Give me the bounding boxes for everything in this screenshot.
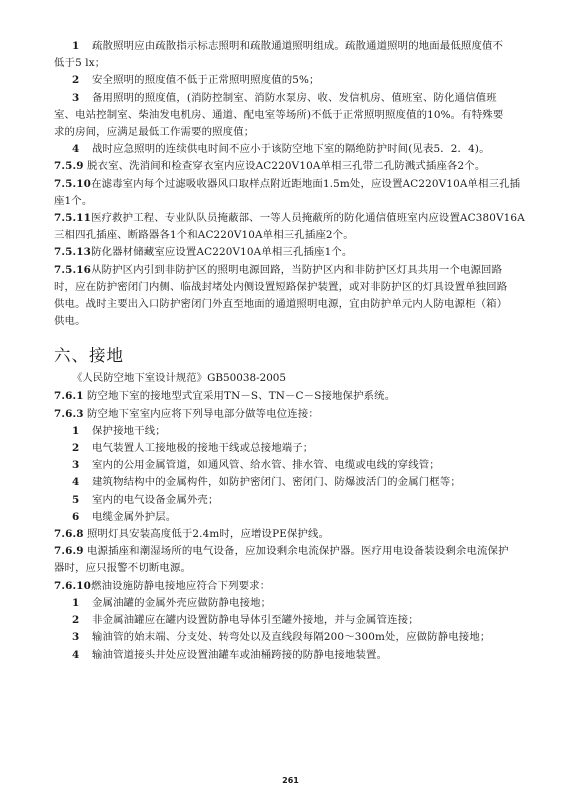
line-text: 防化器材储藏室应设置AC220V10A单相三孔插座1个。	[91, 246, 353, 259]
line-text: 时，应在防护密闭门内侧、临战封堵处内侧设置短路保护装置，或对非防护区的灯具设置单独回路	[54, 280, 508, 293]
line-text: 输油管道接头井处应设置油罐车或油桶跨接的防静电接地装置。	[92, 648, 388, 661]
text-line	[54, 647, 532, 664]
text-line	[54, 38, 532, 55]
text-line	[54, 457, 532, 474]
clause-number: 7.6.10	[54, 579, 92, 592]
clause-number: 7.6.8	[54, 528, 84, 541]
text-line	[54, 279, 532, 296]
text-line	[54, 612, 532, 629]
clause-number: 7.6.1	[54, 390, 84, 403]
standard-reference: 《人民防空地下室设计规范》GB50038-2005	[72, 372, 287, 385]
text-line	[54, 526, 532, 543]
text-line	[54, 158, 532, 175]
line-text: 医疗救护工程、专业队队员掩蔽部、一等人员掩蔽所的防化通信值班室内应设置AC380V16A	[91, 212, 525, 225]
line-text: 防空地下室室内应将下列导电部分做等电位连接：	[87, 407, 319, 420]
text-line	[54, 72, 532, 89]
line-text: 电气装置人工接地极的接地干线或总接地端子；	[92, 442, 314, 455]
item-number: 2	[72, 442, 80, 455]
text-line	[54, 262, 532, 279]
line-text: 备用照明的照度值，(消防控制室、消防水泵房、收、发信机房、值班室、防化通信值班	[92, 91, 497, 104]
clause-number: 7.5.9	[54, 160, 84, 173]
line-text: 电缆金属外护层。	[92, 510, 177, 523]
text-line	[54, 227, 532, 244]
line-text: 安全照明的照度值不低于正常照明照度值的5%；	[92, 74, 320, 87]
line-text: 求的房间，应满足最低工作需要的照度值；	[54, 126, 255, 139]
text-line	[54, 595, 532, 612]
text-line	[54, 296, 532, 313]
text-line	[54, 193, 532, 210]
page-number: 261	[282, 776, 299, 785]
line-text: 座1个。	[54, 194, 93, 207]
clause-number: 7.5.11	[54, 212, 92, 225]
grounding-clauses	[54, 388, 532, 663]
text-line	[54, 124, 532, 141]
section-title: 六、接地	[54, 346, 124, 366]
item-number: 2	[72, 74, 80, 87]
item-number: 1	[72, 424, 80, 437]
text-line	[54, 55, 532, 72]
text-line	[54, 210, 532, 227]
text-line	[54, 423, 532, 440]
text-line	[54, 440, 532, 457]
text-line	[54, 107, 532, 124]
text-line	[54, 388, 532, 405]
line-text: 供电。	[54, 315, 86, 328]
line-text: 保护接地干线；	[92, 424, 166, 437]
text-line	[54, 492, 532, 509]
line-text: 在滤毒室内每个过滤吸收器风口取样点附近距地面1.5m处，应设置AC220V10A单相三孔插	[91, 177, 521, 190]
line-text: 防空地下室的接地型式宜采用TN－S、TN－C－S接地保护系统。	[87, 390, 396, 403]
text-line	[54, 560, 532, 577]
item-number: 4	[72, 476, 80, 489]
text-line	[54, 176, 532, 193]
line-text: 室、电站控制室、柴油发电机房、通道、配电室等场所)不低于正常照明照度值的10%。有特殊要	[54, 108, 504, 121]
line-text: 脱衣室、洗消间和检查穿衣室内应设AC220V10A单相三孔带二孔防溅式插座各2个。	[87, 160, 486, 173]
text-line	[54, 141, 532, 158]
line-text: 低于5 lx；	[54, 57, 106, 70]
item-number: 1	[72, 596, 80, 609]
line-text: 照明灯具安装高度低于2.4m时，应增设PE保护线。	[87, 528, 330, 541]
text-line	[54, 474, 532, 491]
text-line	[54, 406, 532, 423]
lighting-clauses	[54, 38, 532, 330]
line-text: 供电。战时主要出入口防护密闭门外直至地面的通道照明电源，宜由防护单元内人防电源柜（箱）	[54, 298, 508, 311]
line-text: 器时，应只报警不切断电源。	[54, 562, 192, 575]
line-text: 建筑物结构中的金属构件，如防护密闭门、密闭门、防爆波活门的金属门框等；	[92, 476, 461, 489]
item-number: 3	[72, 459, 80, 472]
line-text: 金属油罐的金属外壳应做防静电接地；	[92, 596, 272, 609]
line-text: 室内的电气设备金属外壳；	[92, 493, 219, 506]
item-number: 2	[72, 614, 80, 627]
text-line	[54, 313, 532, 330]
item-number: 4	[72, 648, 80, 661]
line-text: 三相四孔插座、断路器各1个和AC220V10A单相三孔插座2个。	[54, 229, 354, 242]
clause-number: 7.6.3	[54, 407, 84, 420]
clause-number: 7.6.9	[54, 545, 84, 558]
clause-number: 7.5.16	[54, 263, 92, 276]
text-line	[54, 244, 532, 261]
line-text: 从防护区内引到非防护区的照明电源回路，当防护区内和非防护区灯具共用一个电源回路	[91, 263, 503, 276]
text-line	[54, 90, 532, 107]
line-text: 室内的公用金属管道，如通风管、给水管、排水管、电缆或电线的穿线管；	[92, 459, 440, 472]
text-line	[54, 629, 532, 646]
line-text: 燃油设施防静电接地应符合下列要求：	[91, 579, 271, 592]
page-content	[54, 38, 532, 664]
clause-number: 7.5.10	[54, 177, 92, 190]
clause-number: 7.5.13	[54, 246, 92, 259]
item-number: 4	[72, 143, 80, 156]
item-number: 3	[72, 91, 80, 104]
text-line	[54, 578, 532, 595]
line-text: 电源插座和潮湿场所的电气设备，应加设剩余电流保护器。医疗用电设备装设剩余电流保护	[87, 545, 509, 558]
line-text: 战时应急照明的连续供电时间不应小于该防空地下室的隔绝防护时间(见表5．2．4)。	[92, 143, 490, 156]
line-text: 输油管的始末端、分支处、转弯处以及直线段每隔200～300m处，应做防静电接地；	[92, 631, 491, 644]
item-number: 3	[72, 631, 80, 644]
text-line	[54, 509, 532, 526]
line-text: 非金属油罐应在罐内设置防静电导体引至罐外接地，并与金属管连接；	[92, 614, 419, 627]
text-line	[54, 543, 532, 560]
line-text: 疏散照明应由疏散指示标志照明和疏散通道照明组成。疏散通道照明的地面最低照度值不	[92, 40, 504, 52]
item-number: 5	[72, 493, 80, 506]
item-number: 6	[72, 510, 80, 523]
item-number: 1	[72, 40, 80, 52]
